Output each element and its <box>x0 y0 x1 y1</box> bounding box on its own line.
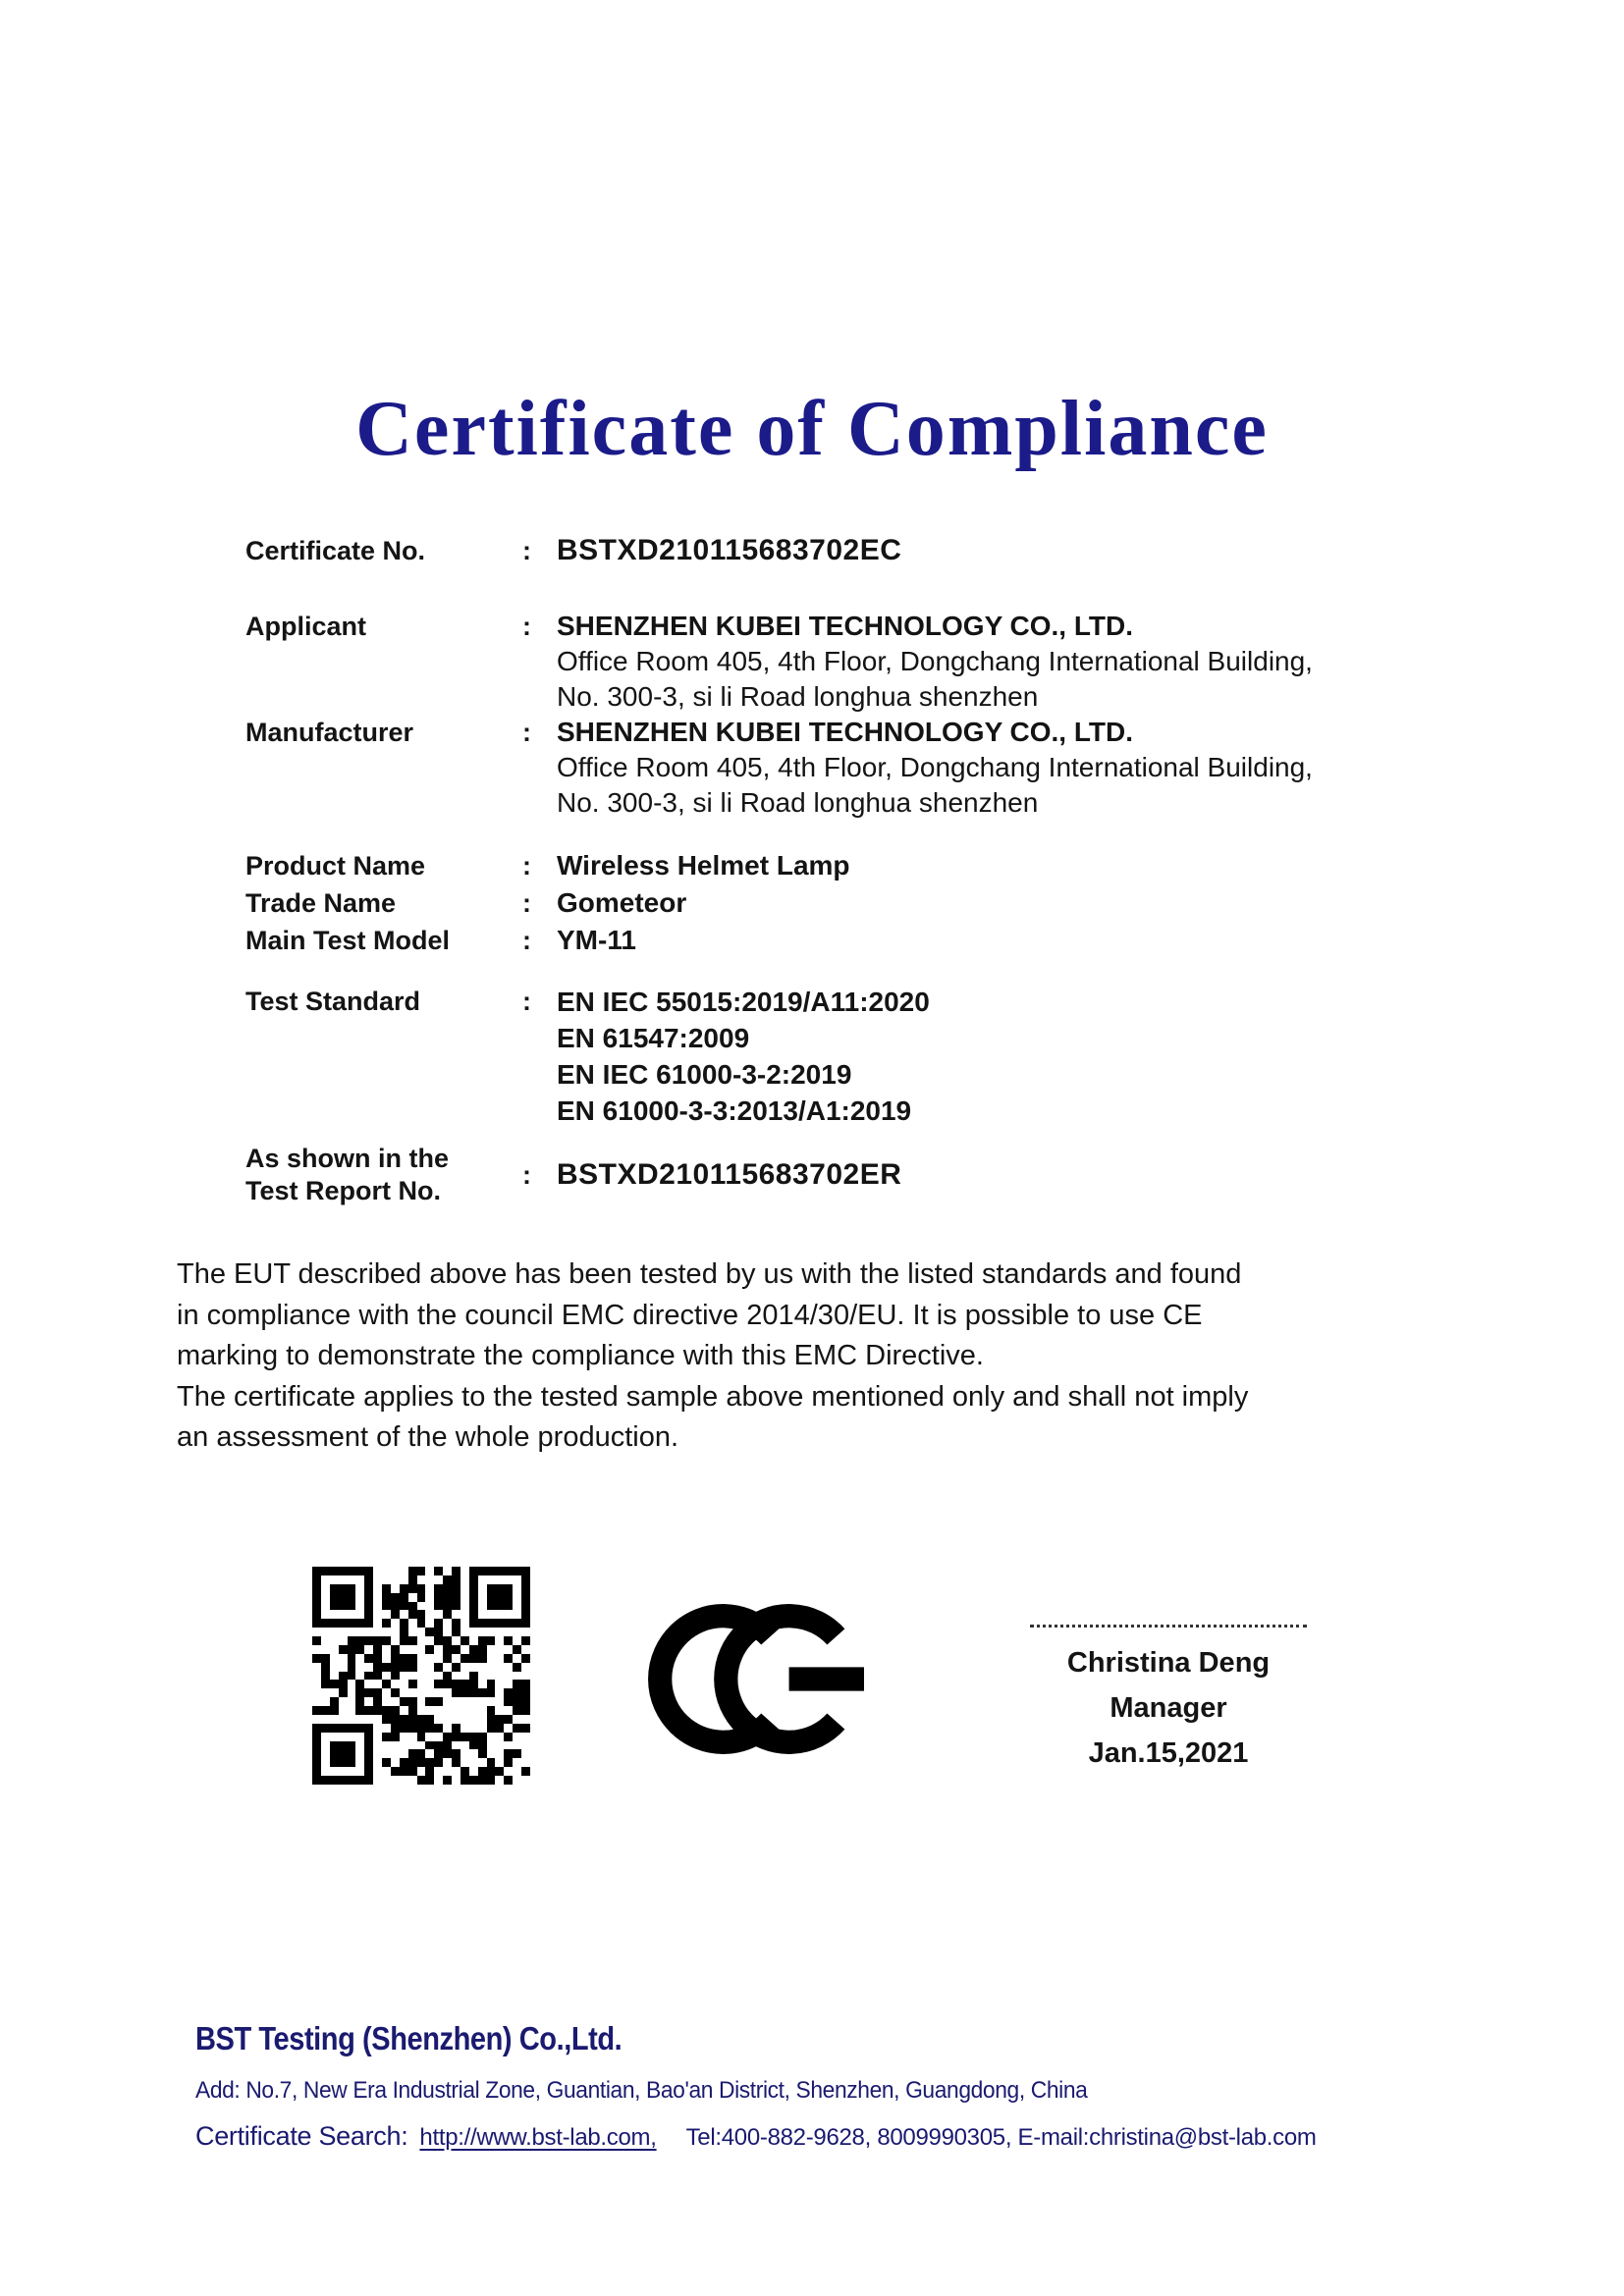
applicant-address-line1: Office Room 405, 4th Floor, Dongchang International Building, <box>557 646 1313 676</box>
manufacturer-value <box>557 715 1313 821</box>
manufacturer-address-line2: No. 300-3, si li Road longhua shenzhen <box>557 787 1039 818</box>
applicant-label: Applicant <box>245 612 367 641</box>
footer-certificate-search <box>195 2121 1317 2152</box>
product-name-value: Wireless Helmet Lamp <box>557 850 850 881</box>
main-test-model-label: Main Test Model <box>245 926 451 955</box>
applicant-row <box>245 609 1414 715</box>
ce-mark-icon <box>648 1604 864 1754</box>
manufacturer-name: SHENZHEN KUBEI TECHNOLOGY CO., LTD. <box>557 717 1133 747</box>
test-standard-values <box>557 984 930 1129</box>
compliance-statement <box>177 1255 1443 1459</box>
qr-code <box>312 1567 530 1785</box>
trade-name-row <box>245 884 1414 922</box>
test-standard-label: Test Standard <box>245 987 421 1016</box>
applicant-address-line2: No. 300-3, si li Road longhua shenzhen <box>557 681 1039 712</box>
footer-company-name: BST Testing (Shenzhen) Co.,Ltd. <box>195 2020 623 2056</box>
test-report-label <box>245 1143 522 1207</box>
signature-block <box>1001 1625 1335 1770</box>
certificate-info-table <box>245 533 1414 1207</box>
colon-separator: : <box>522 926 531 955</box>
certificate-no-value: BSTXD210115683702EC <box>557 534 902 566</box>
signatory-name: Christina Deng <box>1066 1647 1271 1679</box>
colon-separator: : <box>522 1159 531 1190</box>
certificate-search-link[interactable]: http://www.bst-lab.com, <box>419 2124 657 2151</box>
signature-dotted-line <box>1030 1625 1307 1628</box>
applicant-value <box>557 609 1313 715</box>
colon-separator: : <box>522 718 531 747</box>
statement-line: in compliance with the council EMC directive 2014/30/EU. It is possible to use CE <box>177 1299 1203 1331</box>
applicant-name: SHENZHEN KUBEI TECHNOLOGY CO., LTD. <box>557 611 1133 641</box>
main-test-model-value: YM-11 <box>557 925 636 955</box>
product-name-label: Product Name <box>245 851 426 881</box>
statement-line: The certificate applies to the tested sample above mentioned only and shall not imply <box>177 1380 1249 1413</box>
footer-contact-info: Tel:400-882-9628, 8009990305, E-mail:christina@bst-lab.com <box>685 2124 1317 2151</box>
certificate-no-label: Certificate No. <box>245 536 426 565</box>
manufacturer-address-line1: Office Room 405, 4th Floor, Dongchang International Building, <box>557 752 1313 782</box>
manufacturer-label: Manufacturer <box>245 718 414 747</box>
statement-line: The EUT described above has been tested by us with the listed standards and found <box>177 1258 1242 1290</box>
colon-separator: : <box>522 612 531 641</box>
main-test-model-row <box>245 922 1414 959</box>
colon-separator: : <box>522 987 531 1016</box>
colon-separator: : <box>522 888 531 918</box>
certificate-no-row <box>245 533 1414 568</box>
test-standard-row <box>245 984 1414 1129</box>
colon-separator: : <box>522 536 531 565</box>
signatory-title: Manager <box>1110 1692 1227 1724</box>
signature-date: Jan.15,2021 <box>1088 1737 1249 1769</box>
test-report-label-line2: Test Report No. <box>245 1176 442 1205</box>
test-standard-item: EN IEC 61000-3-2:2019 <box>557 1059 852 1090</box>
statement-line: marking to demonstrate the compliance with this EMC Directive. <box>177 1340 984 1371</box>
footer <box>195 2020 1317 2152</box>
test-standard-item: EN IEC 55015:2019/A11:2020 <box>557 987 930 1017</box>
test-report-label-line1: As shown in the <box>245 1144 450 1173</box>
test-standard-item: EN 61547:2009 <box>557 1023 750 1053</box>
page-title: Certificate of Compliance <box>355 386 1269 472</box>
manufacturer-row <box>245 715 1414 821</box>
test-report-row <box>245 1143 1414 1207</box>
certificate-search-label: Certificate Search: <box>195 2121 408 2151</box>
statement-line: an assessment of the whole production. <box>177 1421 679 1453</box>
footer-address: Add: No.7, New Era Industrial Zone, Guantian, Bao'an District, Shenzhen, Guangdong, China <box>195 2077 1088 2104</box>
colon-separator: : <box>522 851 531 881</box>
product-name-row <box>245 847 1414 884</box>
trade-name-label: Trade Name <box>245 888 397 918</box>
trade-name-value: Gometeor <box>557 887 687 918</box>
test-standard-item: EN 61000-3-3:2013/A1:2019 <box>557 1095 912 1126</box>
test-report-value: BSTXD210115683702ER <box>557 1158 902 1191</box>
